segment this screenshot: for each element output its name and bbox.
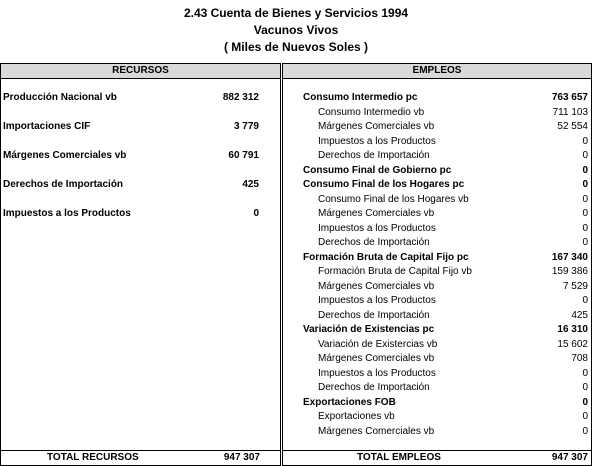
empleos-row — [283, 280, 591, 294]
empleos-row-value: 16 310 — [557, 324, 588, 335]
empleos-row — [283, 425, 591, 439]
recursos-row-value: 425 — [242, 179, 259, 190]
empleos-row-label: Derechos de Importación — [318, 237, 430, 248]
empleos-total-row — [283, 450, 591, 465]
empleos-row-value: 159 386 — [551, 266, 588, 277]
recursos-row — [1, 120, 280, 134]
empleos-row-value: 0 — [582, 135, 588, 147]
empleos-row — [283, 251, 591, 265]
empleos-row-label: Impuestos a los Productos — [318, 367, 436, 379]
empleos-row-value: 0 — [582, 164, 588, 176]
empleos-row — [283, 338, 591, 352]
empleos-row-label: Derechos de Importación — [318, 382, 430, 393]
empleos-row-label: Márgenes Comerciales vb — [318, 425, 435, 437]
empleos-total-value: 947 307 — [551, 452, 588, 463]
empleos-row-value: 0 — [582, 208, 588, 219]
empleos-row-value: 0 — [582, 382, 588, 393]
empleos-row-label: Márgenes Comerciales vb — [318, 121, 435, 132]
empleos-panel — [282, 63, 592, 466]
empleos-row-label: Exportaciones FOB — [303, 396, 396, 408]
empleos-row — [283, 367, 591, 381]
empleos-row-value: 763 657 — [551, 92, 588, 103]
empleos-row-label: Consumo Intermedio vb — [318, 106, 425, 118]
empleos-row-value: 52 554 — [557, 121, 588, 132]
empleos-row-label: Derechos de Importación — [318, 309, 430, 321]
recursos-row — [1, 149, 280, 163]
empleos-row-value: 0 — [582, 237, 588, 248]
recursos-row-label: Derechos de Importación — [3, 179, 124, 190]
recursos-row-value: 3 779 — [233, 121, 259, 132]
recursos-panel — [0, 63, 281, 466]
empleos-row — [283, 106, 591, 120]
empleos-row-value: 0 — [582, 367, 588, 379]
recursos-row-label: Producción Nacional vb — [3, 92, 117, 103]
empleos-total-label: TOTAL EMPLEOS — [357, 452, 441, 463]
empleos-row — [283, 381, 591, 395]
empleos-row — [283, 164, 591, 178]
empleos-row-value: 0 — [582, 425, 588, 437]
empleos-row-label: Impuestos a los Productos — [318, 135, 436, 147]
empleos-row-label: Consumo Intermedio pc — [303, 92, 418, 103]
empleos-row — [283, 222, 591, 236]
recursos-row-label: Impuestos a los Productos — [3, 208, 131, 219]
empleos-row-label: Formación Bruta de Capital Fijo vb — [318, 266, 472, 277]
empleos-row — [283, 396, 591, 410]
empleos-row — [283, 323, 591, 337]
empleos-row-label: Consumo Final de Gobierno pc — [303, 164, 452, 176]
report-units: ( Miles de Nuevos Soles ) — [223, 40, 369, 54]
empleos-row-value: 0 — [582, 222, 588, 234]
empleos-row — [283, 410, 591, 424]
empleos-row — [283, 91, 591, 105]
empleos-row — [283, 120, 591, 134]
empleos-row-label: Márgenes Comerciales vb — [318, 208, 435, 219]
empleos-row-label: Impuestos a los Productos — [318, 295, 436, 306]
report-title: 2.43 Cuenta de Bienes y Servicios 1994 — [183, 6, 409, 20]
empleos-row-value: 0 — [582, 411, 588, 422]
empleos-row-value: 0 — [582, 179, 588, 190]
empleos-row — [283, 294, 591, 308]
empleos-row-label: Derechos de Importación — [318, 150, 430, 161]
empleos-row — [283, 149, 591, 163]
recursos-row — [1, 207, 280, 221]
recursos-row-label: Importaciones CIF — [3, 121, 91, 132]
empleos-row-label: Exportaciones vb — [318, 411, 395, 422]
empleos-row — [283, 207, 591, 221]
empleos-row-value: 7 529 — [562, 280, 588, 292]
empleos-header: EMPLEOS — [283, 64, 591, 79]
recursos-total-row — [1, 450, 280, 465]
recursos-row — [1, 91, 280, 105]
empleos-row — [283, 236, 591, 250]
empleos-row-value: 15 602 — [557, 338, 588, 350]
report-subtitle: Vacunos Vivos — [253, 23, 339, 37]
empleos-row — [283, 178, 591, 192]
empleos-row-value: 0 — [582, 150, 588, 161]
empleos-row — [283, 135, 591, 149]
empleos-row-label: Formación Bruta de Capital Fijo pc — [303, 251, 469, 263]
recursos-row-label: Márgenes Comerciales vb — [3, 150, 127, 161]
recursos-row-value: 60 791 — [228, 150, 259, 161]
empleos-row — [283, 352, 591, 366]
recursos-row — [1, 178, 280, 192]
empleos-row-value: 711 103 — [552, 106, 588, 118]
empleos-row-value: 167 340 — [551, 251, 588, 263]
empleos-row-label: Variación de Existercias vb — [318, 338, 438, 350]
recursos-total-label: TOTAL RECURSOS — [47, 452, 139, 463]
empleos-row-label: Consumo Final de los Hogares vb — [318, 193, 469, 205]
empleos-row-value: 425 — [571, 309, 588, 321]
empleos-row — [283, 309, 591, 323]
empleos-row-value: 0 — [582, 295, 588, 306]
empleos-row-value: 0 — [582, 396, 588, 408]
empleos-row-label: Márgenes Comerciales vb — [318, 353, 435, 364]
empleos-row — [283, 265, 591, 279]
empleos-row — [283, 193, 591, 207]
recursos-header: RECURSOS — [1, 64, 280, 79]
recursos-row-value: 0 — [253, 208, 259, 219]
empleos-row-label: Consumo Final de los Hogares pc — [303, 179, 465, 190]
empleos-row-value: 0 — [582, 193, 588, 205]
empleos-row-label: Impuestos a los Productos — [318, 222, 436, 234]
recursos-total-value: 947 307 — [223, 452, 260, 463]
empleos-row-label: Márgenes Comerciales vb — [318, 280, 435, 292]
empleos-row-label: Variación de Existencias pc — [303, 324, 435, 335]
empleos-row-value: 708 — [571, 353, 588, 364]
recursos-row-value: 882 312 — [222, 92, 259, 103]
